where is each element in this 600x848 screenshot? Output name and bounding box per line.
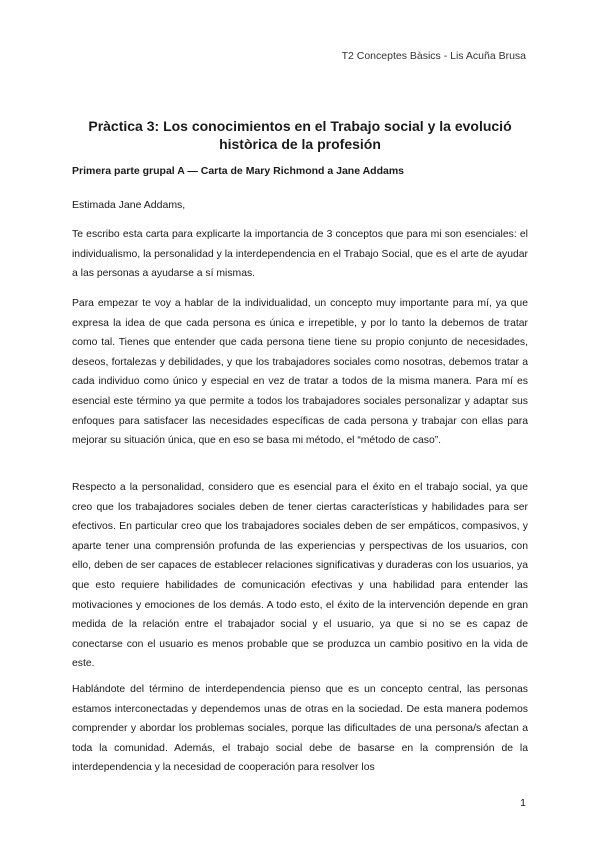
running-header: T2 Conceptes Bàsics - Lis Acuña Brusa (341, 50, 526, 62)
letter-greeting: Estimada Jane Addams, (72, 199, 186, 211)
body-paragraph: Respecto a la personalidad, considero que es esencial para el éxito en el trabajo social, ya que creo que los trabajadores sociales deben de tener ciertas características y habilidades para ser efectivos. En particular creo que los trabajadores sociales deben de ser empáticos, compasivos, y aparte tener una comprensión profunda de las experiencias y perspectivas de los usuarios, con ello, deben de ser capaces de establecer relaciones significativas y duraderas con los usuarios, ya que esto requiere habilidades de comunicación efectivas y una habilidad para entender las motivaciones y emociones de los demás. A todo esto, el éxito de la intervención depende en gran medida de la relación entre el trabajador social y el usuario, ya que si no se es capaz de conectarse con el usuario es menos probable que se produzca un cambio positivo en la vida de este. (72, 482, 528, 670)
body-paragraph: Para empezar te voy a hablar de la individualidad, un concepto muy importante para mí, ya que expresa la idea de que cada persona es única e irrepetible, y por lo tanto la debemos de tratar como tal. Tienes que entender que cada persona tiene tiene su propio conjunto de necesidades, deseos, fortalezas y debilidades, y que los trabajadores sociales como nosotras, debemos tratar a cada individuo como único y especial en vez de tratar a todos de la misma manera. Para mí es esencial este término ya que permite a todos los trabajadores sociales personalizar y adaptar sus enfoques para satisfacer las necesidades específicas de cada persona y trabajar con ellas para mejorar su situación única, que en eso se basa mi método, el “método de caso”. (72, 298, 528, 447)
page-number: 1 (520, 797, 526, 809)
body-paragraph: Te escribo esta carta para explicarte la importancia de 3 conceptos que para mi son esenciales: el individualismo, la personalidad y la interdependencia en el Trabajo Social, que es el arte de ayudar a las personas a ayudarse a sí mismas. (72, 229, 528, 280)
document-subtitle: Primera parte grupal A — Carta de Mary Richmond a Jane Addams (72, 165, 405, 177)
body-paragraph: Hablándote del término de interdependencia pienso que es un concepto central, las personas estamos interconectadas y dependemos unas de otras en la sociedad. De esta manera podemos comprender y abordar los problemas sociales, porque las dificultades de una persona/s afectan a toda la comunidad. Además, el trabajo social debe de basarse en la comprensión de la interdependencia y la necesidad de cooperación para resolver los (72, 684, 528, 774)
document-title: Pràctica 3: Los conocimientos en el Trabajo social y la evolució històrica de la profesión (88, 118, 512, 152)
